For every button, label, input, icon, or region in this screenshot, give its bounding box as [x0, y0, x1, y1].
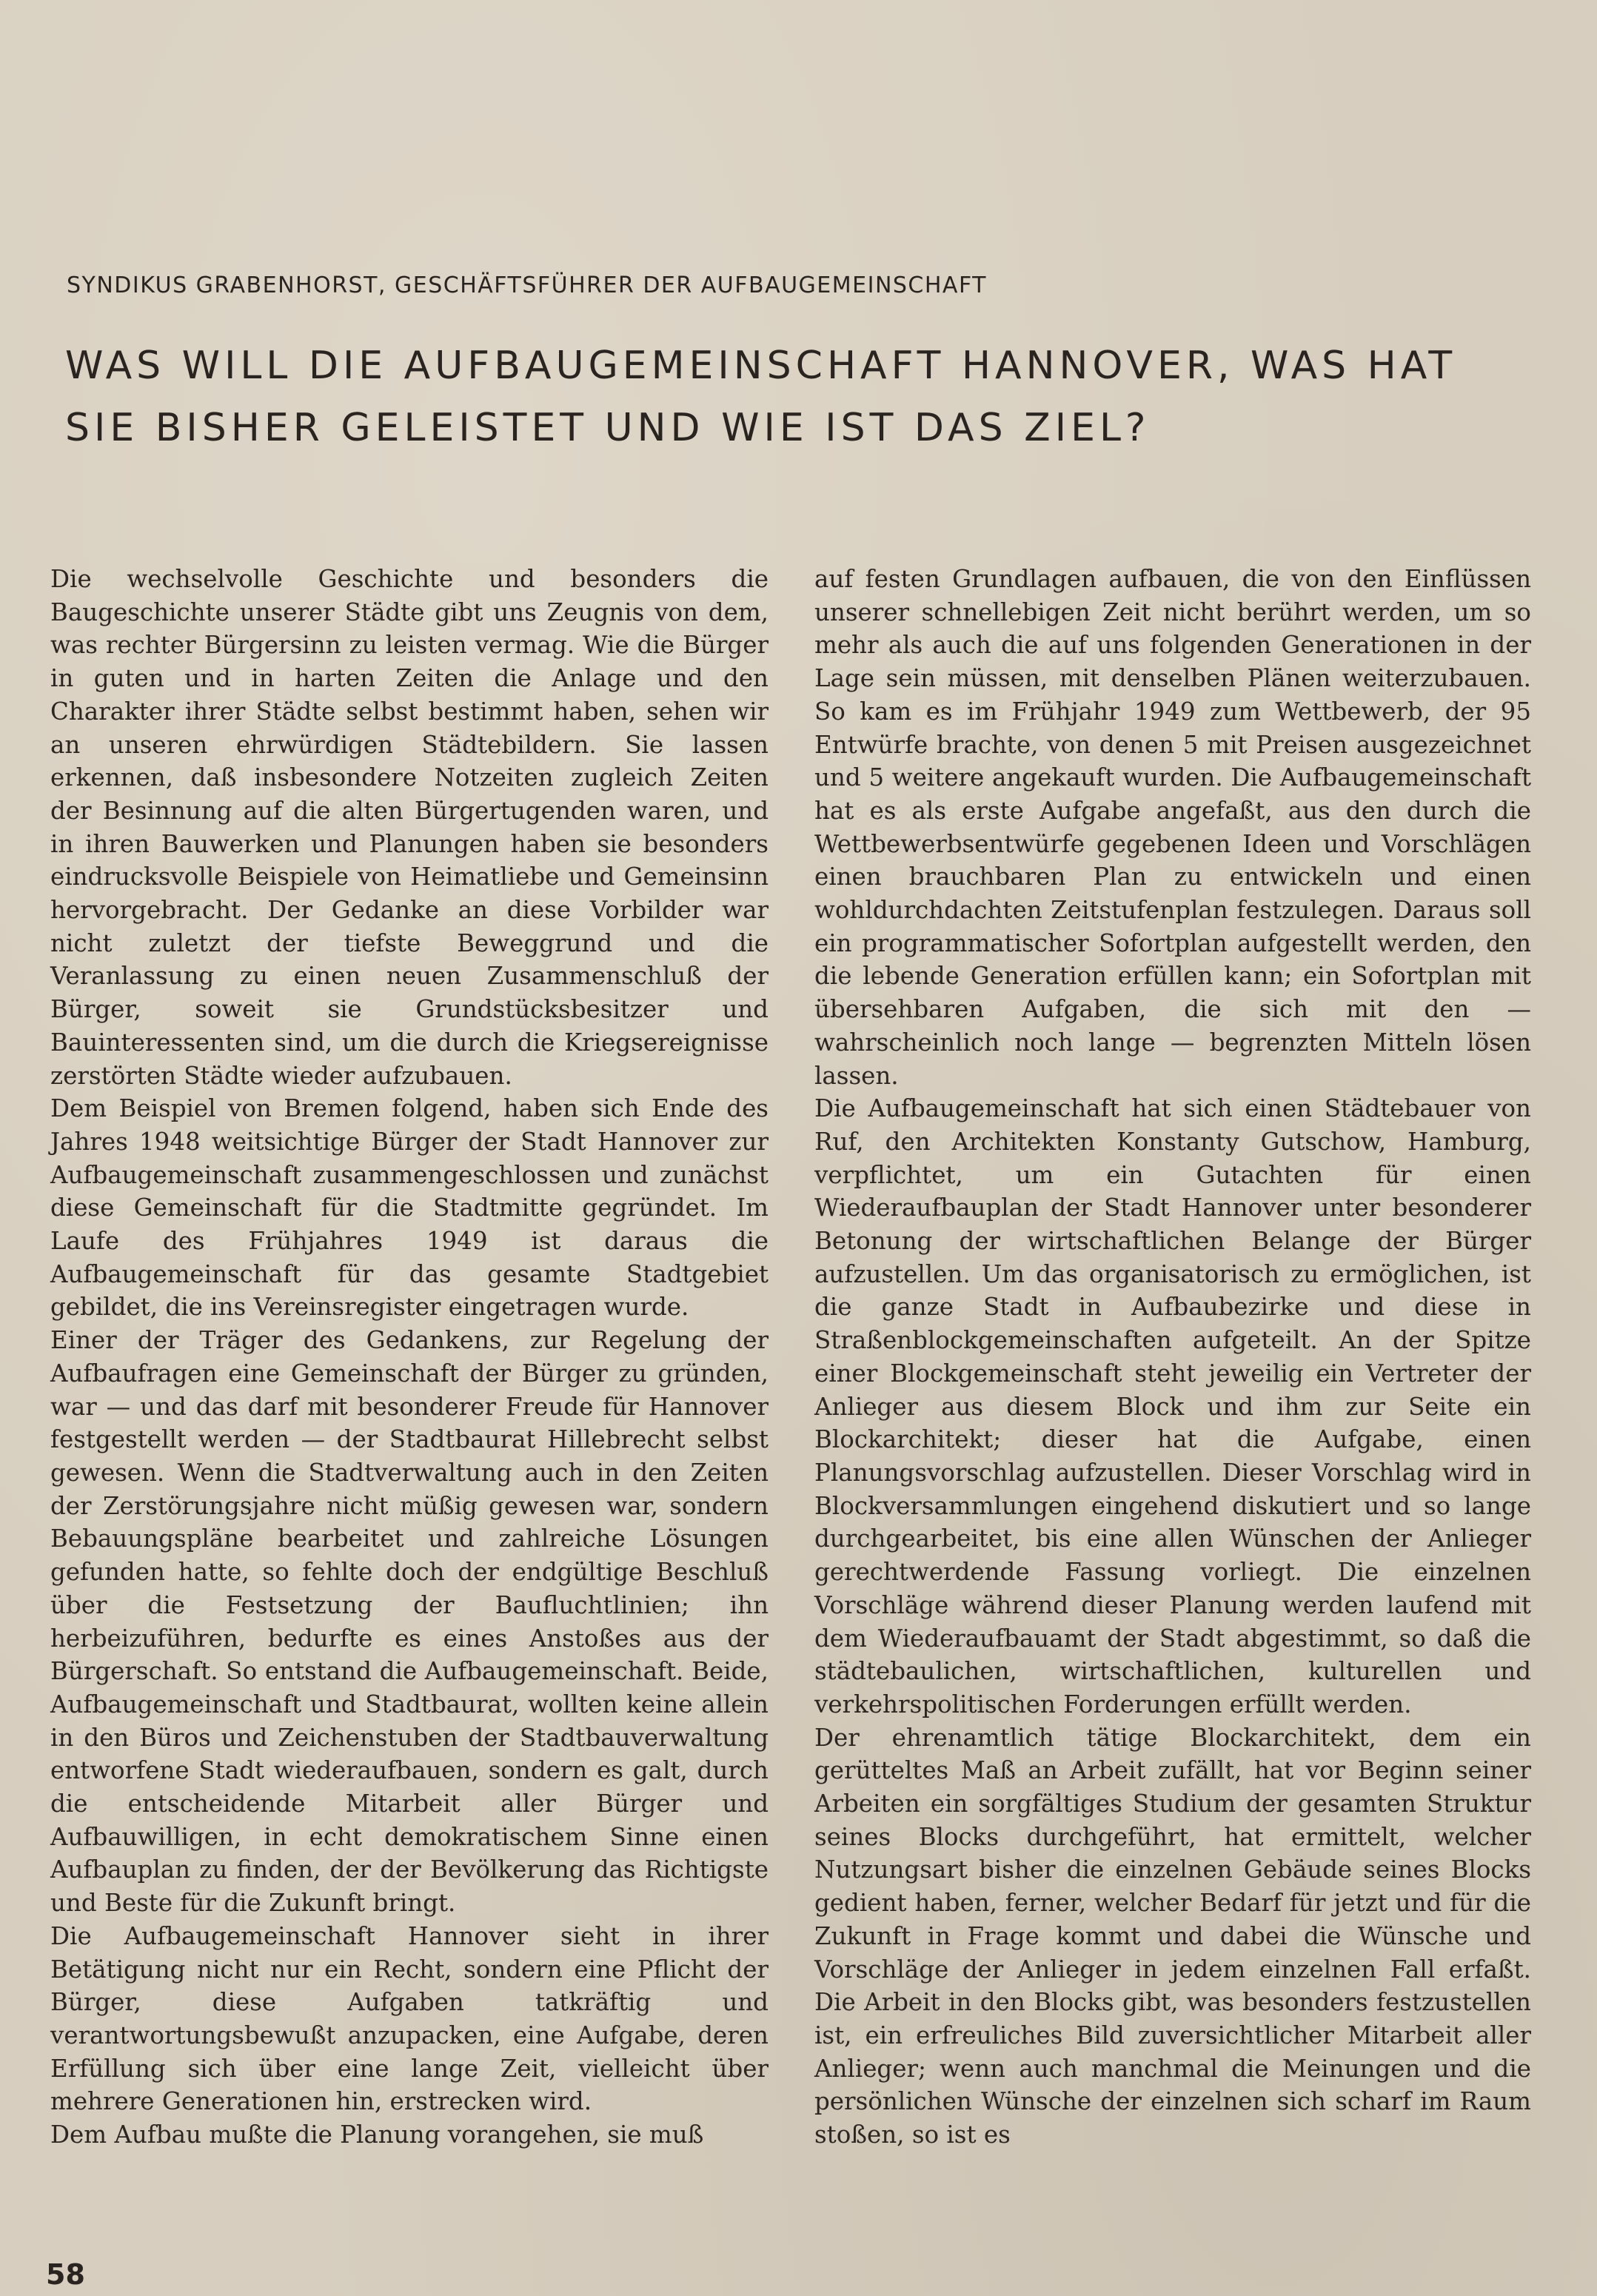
- paragraph: Dem Aufbau mußte die Planung vorangehen, sie muß: [50, 2121, 704, 2149]
- left-column: [50, 563, 769, 2152]
- paragraph: Die wechselvolle Geschichte und besonders die Baugeschichte unserer Städte gibt uns Zeugnis von dem, was rechter Bürgersinn zu leisten vermag. Wie die Bürger in guten und in harten Zeiten die Anlage und den Charakter ihrer Städte selbst bestimmt haben, sehen wir an unseren ehrwürdigen Städtebildern. Sie lassen erkennen, daß insbesondere Notzeiten zugleich Zeiten der Besinnung auf die alten Bürgertugenden waren, und in ihren Bauwerken und Planungen haben sie besonders eindrucksvolle Beispiele von Heimatliebe und Gemeinsinn hervorgebracht. Der Gedanke an diese Vorbilder war nicht zuletzt der tiefste Beweggrund und die Veranlassung zu einen neuen Zusammenschluß der Bürger, soweit sie Grundstücksbesitzer und Bauinteressenten sind, um die durch die Kriegsereignisse zerstörten Städte wieder aufzubauen.: [50, 565, 769, 1090]
- page-number: 58: [46, 2258, 85, 2291]
- paragraph: Die Aufbaugemeinschaft hat sich einen Städtebauer von Ruf, den Architekten Konstanty Gutschow, Hamburg, verpflichtet, um ein Gutachten für einen Wiederaufbauplan der Stadt Hannover unter besonderer Betonung der wirtschaftlichen Belange der Bürger aufzustellen. Um das organisatorisch zu ermöglichen, ist die ganze Stadt in Aufbaubezirke und diese in Straßenblockgemeinschaften aufgeteilt. An der Spitze einer Blockgemeinschaft steht jeweilig ein Vertreter der Anlieger aus diesem Block und ihm zur Seite ein Blockarchitekt; dieser hat die Aufgabe, einen Planungsvorschlag aufzustellen. Dieser Vorschlag wird in Blockversammlungen eingehend diskutiert und so lange durchgearbeitet, bis eine allen Wünschen der Anlieger gerechtwerdende Fassung vorliegt. Die einzelnen Vorschläge während dieser Planung werden laufend mit dem Wiederaufbauamt der Stadt abgestimmt, so daß die städtebaulichen, wirtschaftlichen, kulturellen und verkehrspolitischen Forderungen erfüllt werden.: [814, 1094, 1531, 1718]
- paragraph: Einer der Träger des Gedankens, zur Regelung der Aufbaufragen eine Gemeinschaft der Bürger zu gründen, war — und das darf mit besonderer Freude für Hannover festgestellt werden — der Stadtbaurat Hillebrecht selbst gewesen. Wenn die Stadtverwaltung auch in den Zeiten der Zerstörungsjahre nicht müßig gewesen war, sondern Bebauungspläne bearbeitet und zahlreiche Lösungen gefunden hatte, so fehlte doch der endgültige Beschluß über die Festsetzung der Baufluchtlinien; ihn herbeizuführen, bedurfte es eines Anstoßes aus der Bürgerschaft. So entstand die Aufbaugemeinschaft. Beide, Aufbaugemeinschaft und Stadtbaurat, wollten keine allein in den Büros und Zeichenstuben der Stadtbauverwaltung entworfene Stadt wiederaufbauen, sondern es galt, durch die entscheidende Mitarbeit aller Bürger und Aufbauwilligen, in echt demokratischem Sinne einen Aufbauplan zu finden, der der Bevölkerung das Richtigste und Beste für die Zukunft bringt.: [50, 1326, 769, 1918]
- author-line: SYNDIKUS GRABENHORST, GESCHÄFTSFÜHRER DER AUFBAUGEMEINSCHAFT: [67, 272, 988, 298]
- article-title: WAS WILL DIE AUFBAUGEMEINSCHAFT HANNOVER, WAS HAT SIE BISHER GELEISTET UND WIE IST DAS ZIEL?: [65, 344, 1457, 450]
- paragraph: Die Aufbaugemeinschaft Hannover sieht in ihrer Betätigung nicht nur ein Recht, sondern eine Pflicht der Bürger, diese Aufgaben tatkräftig und verantwortungsbewußt anzupacken, eine Aufgabe, deren Erfüllung sich über eine lange Zeit, vielleicht über mehrere Generationen hin, erstrecken wird.: [50, 1921, 769, 2116]
- paragraph: auf festen Grundlagen aufbauen, die von den Einflüssen unserer schnellebigen Zeit nicht berührt werden, um so mehr als auch die auf uns folgenden Generationen in der Lage sein müssen, mit denselben Plänen weiterzubauen. So kam es im Frühjahr 1949 zum Wettbewerb, der 95 Entwürfe brachte, von denen 5 mit Preisen ausgezeichnet und 5 weitere angekauft wurden. Die Aufbaugemeinschaft hat es als erste Aufgabe angefaßt, aus den durch die Wettbewerbsentwürfe gegebenen Ideen und Vorschlägen einen brauchbaren Plan zu entwickeln und einen wohldurchdachten Zeitstufenplan festzulegen. Daraus soll ein programmatischer Sofortplan aufgestellt werden, den die lebende Generation erfüllen kann; ein Sofortplan mit übersehbaren Aufgaben, die sich mit den — wahrscheinlich noch lange — begrenzten Mitteln lösen lassen.: [814, 565, 1531, 1090]
- paragraph: Dem Beispiel von Bremen folgend, haben sich Ende des Jahres 1948 weitsichtige Bürger der Stadt Hannover zur Aufbaugemeinschaft zusammengeschlossen und zunächst diese Gemeinschaft für die Stadtmitte gegründet. Im Laufe des Frühjahres 1949 ist daraus die Aufbaugemeinschaft für das gesamte Stadtgebiet gebildet, die ins Vereinsregister eingetragen wurde.: [50, 1094, 769, 1322]
- paragraph: Der ehrenamtlich tätige Blockarchitekt, dem ein gerütteltes Maß an Arbeit zufällt, hat vor Beginn seiner Arbeiten ein sorgfältiges Studium der gesamten Struktur seines Blocks durchgeführt, hat ermittelt, welcher Nutzungsart bisher die einzelnen Gebäude seines Blocks gedient haben, ferner, welcher Bedarf für jetzt und für die Zukunft in Frage kommt und dabei die Wünsche und Vorschläge der Anlieger in jedem einzelnen Fall erfaßt. Die Arbeit in den Blocks gibt, was besonders festzustellen ist, ein erfreuliches Bild zuversichtlicher Mitarbeit aller Anlieger; wenn auch manchmal die Meinungen und die persönlichen Wünsche der einzelnen sich scharf im Raum stoßen, so ist es: [814, 1723, 1531, 2149]
- right-column: [814, 563, 1531, 2152]
